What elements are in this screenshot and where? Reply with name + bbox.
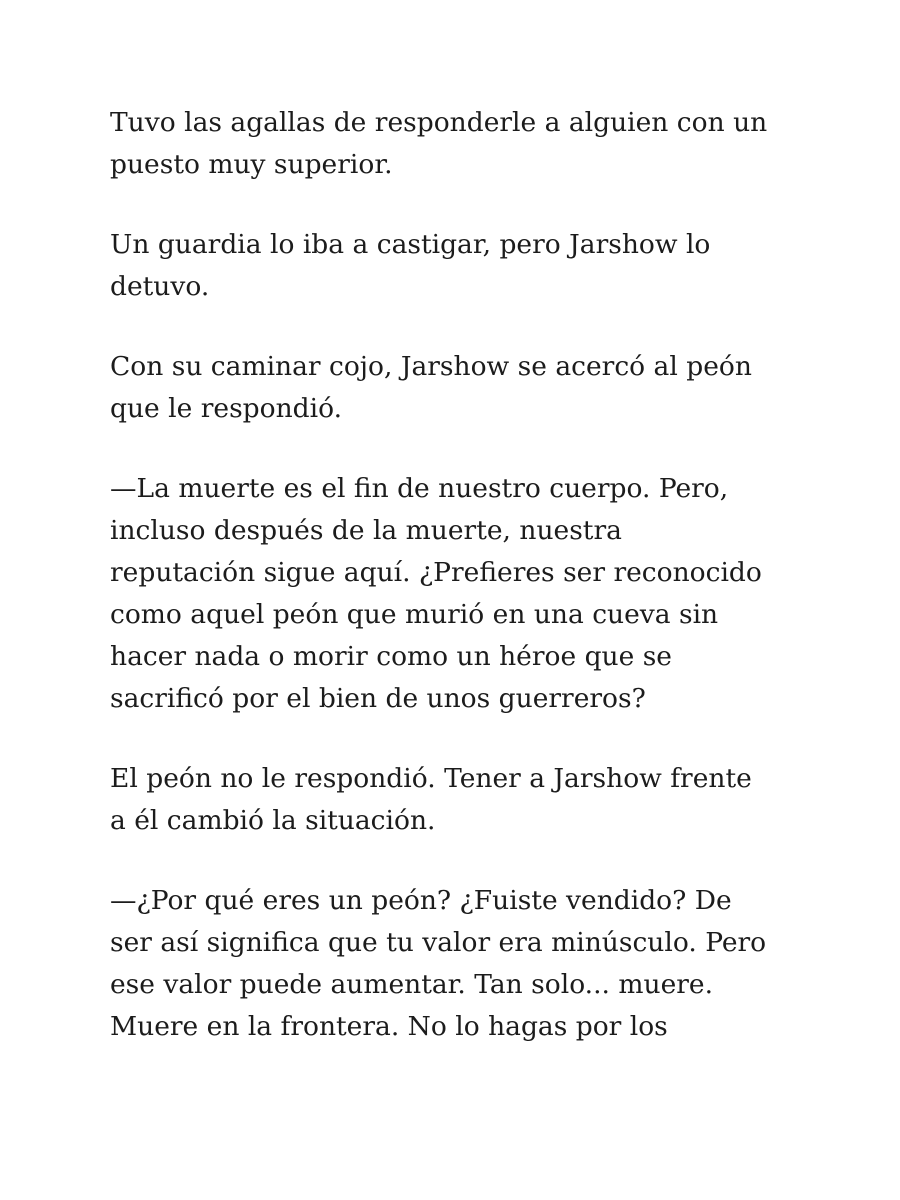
text-line: puesto muy superior.	[110, 149, 393, 180]
text-line: que le respondió.	[110, 393, 343, 424]
text-line: hacer nada o morir como un héroe que se	[110, 641, 672, 672]
paragraph-3	[110, 346, 840, 430]
text-line: ser así significa que tu valor era minúsculo. Pero	[110, 927, 767, 958]
text-line: como aquel peón que murió en una cueva sin	[110, 599, 719, 630]
text-line: El peón no le respondió. Tener a Jarshow frente	[110, 763, 752, 794]
text-line: Con su caminar cojo, Jarshow se acercó al peón	[110, 351, 752, 382]
text-line: —La muerte es el fin de nuestro cuerpo. Pero,	[110, 473, 729, 504]
paragraph-5	[110, 758, 840, 842]
text-line: —¿Por qué eres un peón? ¿Fuiste vendido? De	[110, 885, 732, 916]
text-line: reputación sigue aquí. ¿Prefieres ser reconocido	[110, 557, 762, 588]
paragraph-1	[110, 102, 840, 186]
text-line: ese valor puede aumentar. Tan solo... muere.	[110, 969, 714, 1000]
paragraph-6	[110, 880, 840, 1048]
text-line: incluso después de la muerte, nuestra	[110, 515, 622, 546]
text-line: Tuvo las agallas de responderle a alguien con un	[110, 107, 768, 138]
text-line: Un guardia lo iba a castigar, pero Jarshow lo	[110, 229, 711, 260]
text-line: sacrificó por el bien de unos guerreros?	[110, 683, 646, 714]
text-line: Muere en la frontera. No lo hagas por los	[110, 1011, 668, 1042]
text-line: detuvo.	[110, 271, 210, 302]
paragraph-2	[110, 224, 840, 308]
paragraph-4	[110, 468, 840, 720]
text-line: a él cambió la situación.	[110, 805, 436, 836]
